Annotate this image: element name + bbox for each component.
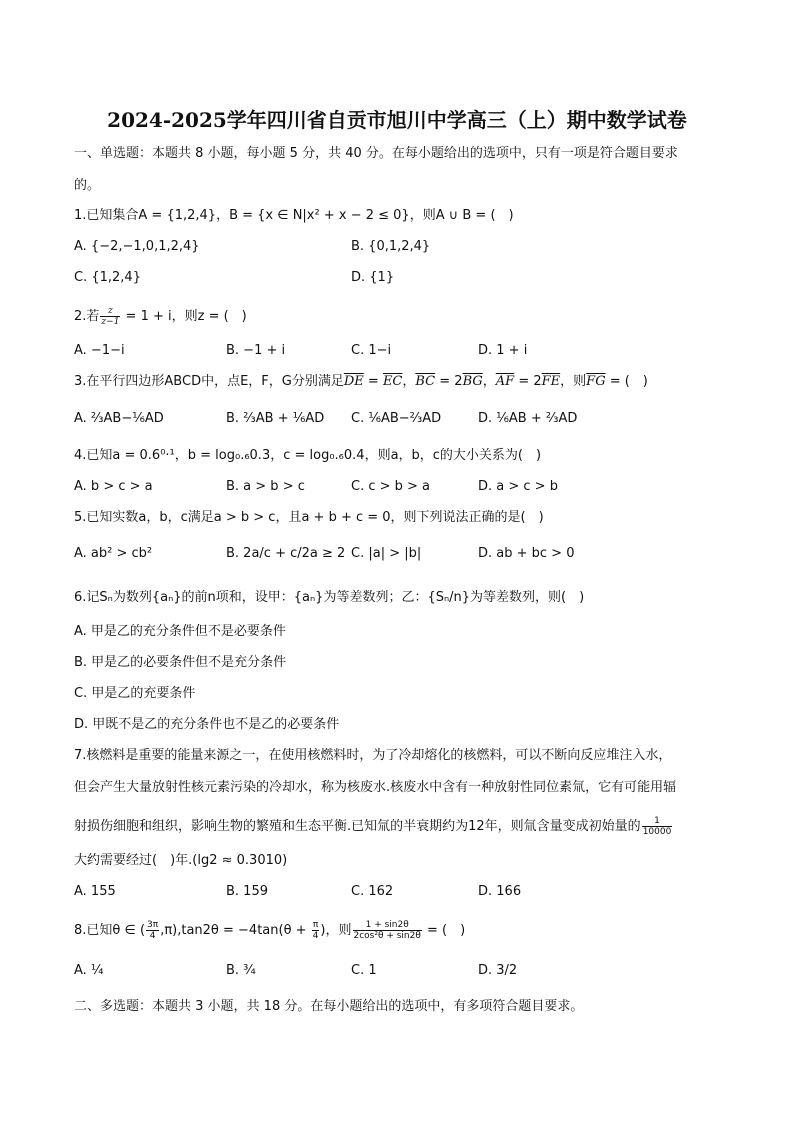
q2-option-d: D. 1 + i <box>478 343 528 358</box>
q3-eq1: = <box>363 374 383 389</box>
q7-frac-den: 10000 <box>642 827 672 837</box>
q8-frac1-den: 4 <box>149 931 156 941</box>
q7-line3-text: 射损伤细胞和组织，影响生物的繁殖和生态平衡.已知氚的半衰期约为12年，则氚含量变成初始量的 <box>74 819 641 834</box>
q1-option-c: C. {1,2,4} <box>74 270 141 285</box>
q5-option-b: B. 2a/c + c/2a ≥ 2 <box>226 546 346 561</box>
q3-vector-af: $\overline{AF}$ <box>495 374 515 389</box>
q3-option-a: A. ⅔AB−⅙AD <box>74 411 164 426</box>
q7-line2: 但会产生大量放射性核元素污染的冷却水，称为核废水.核废水中含有一种放射性同位素氚，它有可能用辐 <box>74 780 677 795</box>
q8-option-c: C. 1 <box>351 963 377 978</box>
q3-vector-de: $\overline{DE}$ <box>343 374 364 389</box>
q7-option-c: C. 162 <box>351 884 394 899</box>
q7-line3 <box>74 816 673 837</box>
q3-eq2: = 2 <box>435 374 463 389</box>
q3-suffix: = ( ) <box>605 374 648 389</box>
q7-line4: 大约需要经过( )年.(lg2 ≈ 0.3010) <box>74 853 288 868</box>
section1-heading-cont: 的。 <box>74 178 101 193</box>
q8-option-a: A. ¼ <box>74 963 104 978</box>
q6-option-c: C. 甲是乙的充要条件 <box>74 686 196 701</box>
q8-stem <box>74 920 465 941</box>
q3-eq3: = 2 <box>514 374 542 389</box>
q6-stem: 6.记Sₙ为数列{aₙ}的前n项和，设甲：{aₙ}为等差数列；乙：{Sₙ/n}为等差数列，则( ) <box>74 590 585 605</box>
page-title: 2024-2025学年四川省自贡市旭川中学高三（上）期中数学试卷 <box>107 108 687 132</box>
q4-option-a: A. b > c > a <box>74 479 153 494</box>
q2-frac-num: z <box>100 306 120 317</box>
q2-fraction <box>100 306 120 327</box>
q6-option-b: B. 甲是乙的必要条件但不是充分条件 <box>74 655 287 670</box>
q5-option-c: C. |a| > |b| <box>351 546 422 561</box>
section1-heading: 一、单选题：本题共 8 小题，每小题 5 分，共 40 分。在每小题给出的选项中，只有一项是符合题目要求 <box>74 146 678 161</box>
q4-stem: 4.已知a = 0.6⁰·¹，b = log₀.₆0.3，c = log₀.₆0.4，则a，b，c的大小关系为( ) <box>74 448 542 463</box>
q4-option-d: D. a > c > b <box>478 479 558 494</box>
q8-prefix: 8.已知θ ∈ ( <box>74 923 146 938</box>
q3-option-d: D. ⅙AB + ⅔AD <box>478 411 578 426</box>
q5-option-d: D. ab + bc > 0 <box>478 546 575 561</box>
q2-prefix: 2.若 <box>74 309 100 324</box>
q8-frac2-num: π <box>312 920 319 930</box>
q8-frac2-den: 4 <box>312 931 319 941</box>
q8-frac1-num: 3π <box>147 920 159 930</box>
q3-sep1: ， <box>402 374 416 389</box>
q3-prefix: 3.在平行四边形ABCD中，点E，F，G分别满足 <box>74 374 344 389</box>
q2-option-c: C. 1−i <box>351 343 392 358</box>
q2-suffix: = 1 + i，则z = ( ) <box>121 309 247 324</box>
q7-option-b: B. 159 <box>226 884 268 899</box>
q3-vector-ec: $\overline{EC}$ <box>382 374 403 389</box>
q8-frac1 <box>146 920 159 941</box>
q8-mid1: ,π),tan2θ = −4tan(θ + <box>160 923 311 938</box>
q3-vector-bg: $\overline{BG}$ <box>462 374 483 389</box>
q3-option-b: B. ⅔AB + ⅙AD <box>226 411 325 426</box>
q5-stem: 5.已知实数a，b，c满足a > b > c，且a + b + c = 0，则下列说法正确的是( ) <box>74 510 544 525</box>
q8-option-d: D. 3/2 <box>478 963 518 978</box>
q2-stem <box>74 306 247 327</box>
q2-option-a: A. −1−i <box>74 343 125 358</box>
section2-heading: 二、多选题：本题共 3 小题，共 18 分。在每小题给出的选项中，有多项符合题目要求。 <box>74 999 584 1014</box>
q7-line1: 7.核燃料是重要的能量来源之一，在使用核燃料时，为了冷却熔化的核燃料，可以不断向反应堆注入水， <box>74 748 672 763</box>
q1-option-d: D. {1} <box>351 270 395 285</box>
q3-option-c: C. ⅙AB−⅔AD <box>351 411 442 426</box>
q6-option-d: D. 甲既不是乙的充分条件也不是乙的必要条件 <box>74 717 340 732</box>
q3-stem <box>74 373 648 391</box>
q7-fraction <box>642 816 673 837</box>
q3-vector-fg: $\overline{FG}$ <box>586 374 606 389</box>
q7-option-a: A. 155 <box>74 884 116 899</box>
q1-stem: 1.已知集合A = {1,2,4}，B = {x ∈ N|x² + x − 2 ≤ 0}，则A ∪ B = ( ) <box>74 208 514 223</box>
q1-option-b: B. {0,1,2,4} <box>351 239 431 254</box>
q5-option-a: A. ab² > cb² <box>74 546 153 561</box>
q8-frac2 <box>312 920 320 941</box>
q8-suffix: = ( ) <box>422 923 466 938</box>
q3-vector-bc: $\overline{BC}$ <box>415 374 436 389</box>
q8-option-b: B. ¾ <box>226 963 256 978</box>
q3-sep3: ，则 <box>560 374 587 389</box>
q7-option-d: D. 166 <box>478 884 522 899</box>
q6-option-a: A. 甲是乙的充分条件但不是必要条件 <box>74 624 286 639</box>
q4-option-b: B. a > b > c <box>226 479 305 494</box>
q7-frac-num: 1 <box>642 816 673 827</box>
q8-frac3 <box>353 920 422 941</box>
q8-mid2: )，则 <box>320 923 352 938</box>
q8-frac3-num: 1 + sin2θ <box>353 920 422 931</box>
q2-option-b: B. −1 + i <box>226 343 286 358</box>
q8-frac3-den: 2cos²θ + sin2θ <box>353 931 421 941</box>
q2-frac-den: z−1 <box>101 317 120 327</box>
q3-sep2: ， <box>482 374 496 389</box>
q3-vector-fe: $\overline{FE}$ <box>541 374 561 389</box>
q4-option-c: C. c > b > a <box>351 479 431 494</box>
q1-option-a: A. {−2,−1,0,1,2,4} <box>74 239 200 254</box>
